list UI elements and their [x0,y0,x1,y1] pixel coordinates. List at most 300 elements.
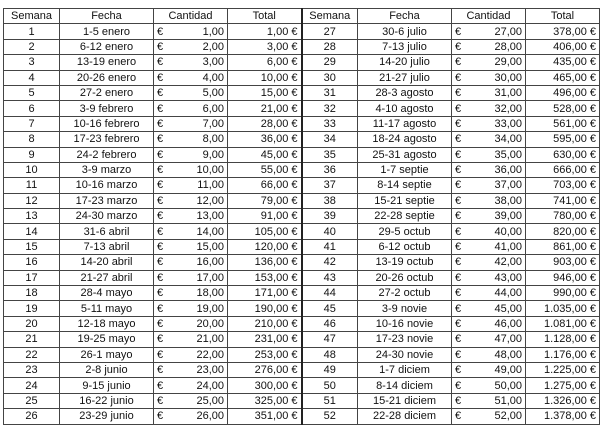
amount-value: 14,00 [196,225,224,238]
week-number: 1 [4,24,60,39]
week-number: 43 [302,270,358,285]
date-range: 6-12 enero [60,39,154,54]
amount-value: 37,00 [494,179,522,192]
amount-value: 16,00 [196,256,224,269]
currency-symbol: € [455,102,462,115]
currency-symbol: € [157,225,164,238]
week-number: 45 [302,301,358,316]
amount-cell [452,70,526,85]
week-number: 28 [302,39,358,54]
currency-symbol: € [157,271,164,284]
amount-value: 50,00 [494,379,522,392]
week-number: 22 [4,347,60,362]
amount-value: 23,00 [196,364,224,377]
table-row [4,347,600,362]
amount-cell [154,316,228,331]
date-range: 2-8 junio [60,362,154,377]
date-range: 1-7 septie [358,162,452,177]
table-row [4,270,600,285]
amount-cell [452,162,526,177]
running-total: 351,00 € [228,409,302,424]
date-range: 25-31 agosto [358,147,452,162]
running-total: 378,00 € [526,24,600,39]
week-number: 39 [302,209,358,224]
currency-symbol: € [455,379,462,392]
currency-symbol: € [157,56,164,69]
currency-symbol: € [157,410,164,423]
table-row [4,332,600,347]
currency-symbol: € [455,287,462,300]
week-number: 47 [302,332,358,347]
date-range: 30-6 julio [358,24,452,39]
running-total: 66,00 € [228,178,302,193]
date-range: 5-11 mayo [60,301,154,316]
amount-cell [154,393,228,408]
amount-cell [452,239,526,254]
amount-value: 52,00 [494,410,522,423]
table-row [4,316,600,331]
running-total: 153,00 € [228,270,302,285]
amount-cell [452,24,526,39]
date-range: 10-16 novie [358,316,452,331]
running-total: 171,00 € [228,286,302,301]
currency-symbol: € [157,164,164,177]
date-range: 15-21 diciem [358,393,452,408]
amount-value: 7,00 [202,117,224,130]
amount-value: 47,00 [494,333,522,346]
date-range: 27-2 enero [60,85,154,100]
week-number: 11 [4,178,60,193]
amount-cell [154,239,228,254]
amount-value: 28,00 [494,40,522,53]
amount-cell [452,132,526,147]
running-total: 253,00 € [228,347,302,362]
amount-value: 46,00 [494,318,522,330]
date-range: 20-26 enero [60,70,154,85]
date-range: 28-4 mayo [60,286,154,301]
running-total: 36,00 € [228,132,302,147]
savings-table [3,8,600,425]
running-total: 45,00 € [228,147,302,162]
running-total: 231,00 € [228,332,302,347]
week-number: 27 [302,24,358,39]
date-range: 7-13 julio [358,39,452,54]
currency-symbol: € [455,194,462,207]
amount-value: 30,00 [494,71,522,84]
running-total: 465,00 € [526,70,600,85]
running-total: 435,00 € [526,55,600,70]
week-number: 19 [4,301,60,316]
date-range: 22-28 septie [358,209,452,224]
amount-cell [452,116,526,131]
currency-symbol: € [157,333,164,346]
amount-cell [452,209,526,224]
amount-value: 34,00 [494,133,522,146]
table-row [4,362,600,377]
date-range: 28-3 agosto [358,85,452,100]
currency-symbol: € [157,256,164,269]
running-total: 105,00 € [228,224,302,239]
header-semana: Semana [302,9,358,24]
running-total: 703,00 € [526,178,600,193]
amount-value: 48,00 [494,348,522,361]
week-number: 36 [302,162,358,177]
week-number: 4 [4,70,60,85]
amount-value: 1,00 [202,25,224,38]
amount-cell [452,332,526,347]
currency-symbol: € [157,148,164,161]
week-number: 31 [302,85,358,100]
week-number: 33 [302,116,358,131]
date-range: 9-15 junio [60,378,154,393]
amount-cell [154,347,228,362]
amount-cell [154,55,228,70]
date-range: 26-1 mayo [60,347,154,362]
currency-symbol: € [455,364,462,377]
header-total: Total [228,9,302,24]
date-range: 14-20 abril [60,255,154,270]
currency-symbol: € [455,348,462,361]
amount-value: 22,00 [196,348,224,361]
header-row [4,9,600,24]
running-total: 741,00 € [526,193,600,208]
running-total: 1.326,00 € [526,393,600,408]
currency-symbol: € [157,194,164,207]
running-total: 300,00 € [228,378,302,393]
date-range: 15-21 septie [358,193,452,208]
table-row [4,239,600,254]
amount-value: 38,00 [494,194,522,207]
amount-value: 43,00 [494,271,522,284]
amount-value: 5,00 [202,87,224,100]
running-total: 28,00 € [228,116,302,131]
amount-cell [452,39,526,54]
week-number: 23 [4,362,60,377]
currency-symbol: € [455,133,462,146]
amount-value: 15,00 [196,241,224,254]
date-range: 14-20 julio [358,55,452,70]
amount-cell [154,70,228,85]
header-fecha: Fecha [358,9,452,24]
amount-cell [154,132,228,147]
running-total: 861,00 € [526,239,600,254]
amount-value: 6,00 [202,102,224,115]
currency-symbol: € [455,256,462,269]
week-number: 5 [4,85,60,100]
amount-cell [154,193,228,208]
week-number: 2 [4,39,60,54]
amount-cell [452,409,526,424]
amount-cell [154,378,228,393]
amount-cell [452,362,526,377]
amount-value: 45,00 [494,302,522,315]
amount-cell [452,85,526,100]
amount-cell [154,332,228,347]
amount-cell [452,301,526,316]
running-total: 136,00 € [228,255,302,270]
amount-cell [154,147,228,162]
week-number: 40 [302,224,358,239]
amount-cell [154,162,228,177]
running-total: 15,00 € [228,85,302,100]
week-number: 17 [4,270,60,285]
amount-value: 3,00 [202,56,224,69]
amount-value: 21,00 [196,333,224,346]
table-row [4,147,600,162]
amount-value: 10,00 [196,164,224,177]
currency-symbol: € [157,117,164,130]
week-number: 30 [302,70,358,85]
running-total: 21,00 € [228,101,302,116]
currency-symbol: € [157,394,164,407]
amount-cell [452,270,526,285]
table-row [4,378,600,393]
currency-symbol: € [455,241,462,254]
amount-value: 2,00 [202,40,224,53]
header-fecha: Fecha [60,9,154,24]
currency-symbol: € [157,241,164,254]
amount-cell [154,301,228,316]
date-range: 22-28 diciem [358,409,452,424]
running-total: 1.275,00 € [526,378,600,393]
running-total: 1.225,00 € [526,362,600,377]
amount-value: 29,00 [494,56,522,69]
running-total: 666,00 € [526,162,600,177]
date-range: 10-16 febrero [60,116,154,131]
table-row [4,393,600,408]
amount-value: 36,00 [494,164,522,177]
running-total: 903,00 € [526,255,600,270]
date-range: 10-16 marzo [60,178,154,193]
amount-value: 25,00 [196,394,224,407]
amount-cell [452,55,526,70]
week-number: 10 [4,162,60,177]
amount-value: 19,00 [196,302,224,315]
currency-symbol: € [455,71,462,84]
table-row [4,255,600,270]
table-row [4,301,600,316]
date-range: 13-19 enero [60,55,154,70]
running-total: 990,00 € [526,286,600,301]
table-row [4,409,600,424]
week-number: 15 [4,239,60,254]
table-body [4,24,600,424]
running-total: 3,00 € [228,39,302,54]
date-range: 18-24 agosto [358,132,452,147]
amount-value: 13,00 [196,210,224,223]
date-range: 1-7 diciem [358,362,452,377]
date-range: 31-6 abril [60,224,154,239]
week-number: 46 [302,316,358,331]
date-range: 7-13 abril [60,239,154,254]
running-total: 1.128,00 € [526,332,600,347]
date-range: 17-23 febrero [60,132,154,147]
week-number: 41 [302,239,358,254]
amount-value: 20,00 [196,318,224,330]
amount-cell [154,409,228,424]
date-range: 6-12 octub [358,239,452,254]
running-total: 276,00 € [228,362,302,377]
date-range: 13-19 octub [358,255,452,270]
amount-value: 51,00 [494,394,522,407]
table-row [4,162,600,177]
week-number: 16 [4,255,60,270]
table-row [4,286,600,301]
week-number: 7 [4,116,60,131]
currency-symbol: € [455,40,462,53]
running-total: 820,00 € [526,224,600,239]
running-total: 79,00 € [228,193,302,208]
running-total: 1,00 € [228,24,302,39]
date-range: 12-18 mayo [60,316,154,331]
currency-symbol: € [455,302,462,315]
currency-symbol: € [455,117,462,130]
running-total: 946,00 € [526,270,600,285]
week-number: 3 [4,55,60,70]
currency-symbol: € [157,179,164,192]
amount-value: 33,00 [494,117,522,130]
running-total: 10,00 € [228,70,302,85]
currency-symbol: € [157,318,164,330]
week-number: 32 [302,101,358,116]
amount-value: 8,00 [202,133,224,146]
running-total: 1.176,00 € [526,347,600,362]
week-number: 49 [302,362,358,377]
amount-cell [452,286,526,301]
date-range: 11-17 agosto [358,116,452,131]
currency-symbol: € [157,71,164,84]
running-total: 1.378,00 € [526,409,600,424]
currency-symbol: € [157,25,164,38]
running-total: 210,00 € [228,316,302,331]
amount-cell [154,270,228,285]
amount-value: 44,00 [494,287,522,300]
amount-cell [154,255,228,270]
amount-cell [154,116,228,131]
running-total: 496,00 € [526,85,600,100]
week-number: 38 [302,193,358,208]
amount-cell [452,316,526,331]
table-row [4,101,600,116]
week-number: 18 [4,286,60,301]
currency-symbol: € [157,102,164,115]
currency-symbol: € [455,164,462,177]
currency-symbol: € [157,348,164,361]
week-number: 44 [302,286,358,301]
week-number: 13 [4,209,60,224]
week-number: 42 [302,255,358,270]
currency-symbol: € [157,364,164,377]
date-range: 24-30 marzo [60,209,154,224]
currency-symbol: € [157,133,164,146]
amount-value: 41,00 [494,241,522,254]
table-row [4,209,600,224]
date-range: 24-2 febrero [60,147,154,162]
date-range: 21-27 julio [358,70,452,85]
running-total: 406,00 € [526,39,600,54]
amount-value: 17,00 [196,271,224,284]
date-range: 1-5 enero [60,24,154,39]
date-range: 17-23 marzo [60,193,154,208]
week-number: 9 [4,147,60,162]
currency-symbol: € [157,287,164,300]
date-range: 16-22 junio [60,393,154,408]
table-row [4,132,600,147]
currency-symbol: € [455,333,462,346]
currency-symbol: € [455,179,462,192]
amount-cell [452,255,526,270]
running-total: 528,00 € [526,101,600,116]
amount-cell [452,178,526,193]
currency-symbol: € [157,302,164,315]
table-row [4,70,600,85]
week-number: 34 [302,132,358,147]
currency-symbol: € [455,25,462,38]
week-number: 6 [4,101,60,116]
currency-symbol: € [455,56,462,69]
running-total: 1.081,00 € [526,316,600,331]
amount-value: 11,00 [197,179,224,192]
currency-symbol: € [157,40,164,53]
date-range: 19-25 mayo [60,332,154,347]
header-total: Total [526,9,600,24]
date-range: 23-29 junio [60,409,154,424]
amount-value: 35,00 [494,148,522,161]
table-row [4,55,600,70]
amount-value: 26,00 [196,410,224,423]
week-number: 20 [4,316,60,331]
date-range: 8-14 septie [358,178,452,193]
running-total: 595,00 € [526,132,600,147]
running-total: 91,00 € [228,209,302,224]
currency-symbol: € [455,225,462,238]
table-row [4,116,600,131]
header-semana: Semana [4,9,60,24]
table-row [4,39,600,54]
currency-symbol: € [157,379,164,392]
running-total: 325,00 € [228,393,302,408]
amount-value: 4,00 [202,71,224,84]
week-number: 51 [302,393,358,408]
running-total: 630,00 € [526,147,600,162]
amount-value: 18,00 [196,287,224,300]
amount-cell [452,101,526,116]
table-row [4,224,600,239]
amount-cell [154,178,228,193]
table-row [4,178,600,193]
week-number: 21 [4,332,60,347]
amount-value: 31,00 [494,87,522,100]
running-total: 55,00 € [228,162,302,177]
amount-value: 27,00 [494,25,522,38]
table-row [4,193,600,208]
week-number: 35 [302,147,358,162]
currency-symbol: € [157,210,164,223]
amount-cell [154,24,228,39]
date-range: 3-9 febrero [60,101,154,116]
amount-cell [452,347,526,362]
date-range: 27-2 octub [358,286,452,301]
currency-symbol: € [455,271,462,284]
amount-value: 32,00 [494,102,522,115]
week-number: 14 [4,224,60,239]
table-row [4,24,600,39]
date-range: 21-27 abril [60,270,154,285]
amount-cell [452,224,526,239]
amount-value: 12,00 [196,194,224,207]
currency-symbol: € [455,410,462,423]
week-number: 37 [302,178,358,193]
